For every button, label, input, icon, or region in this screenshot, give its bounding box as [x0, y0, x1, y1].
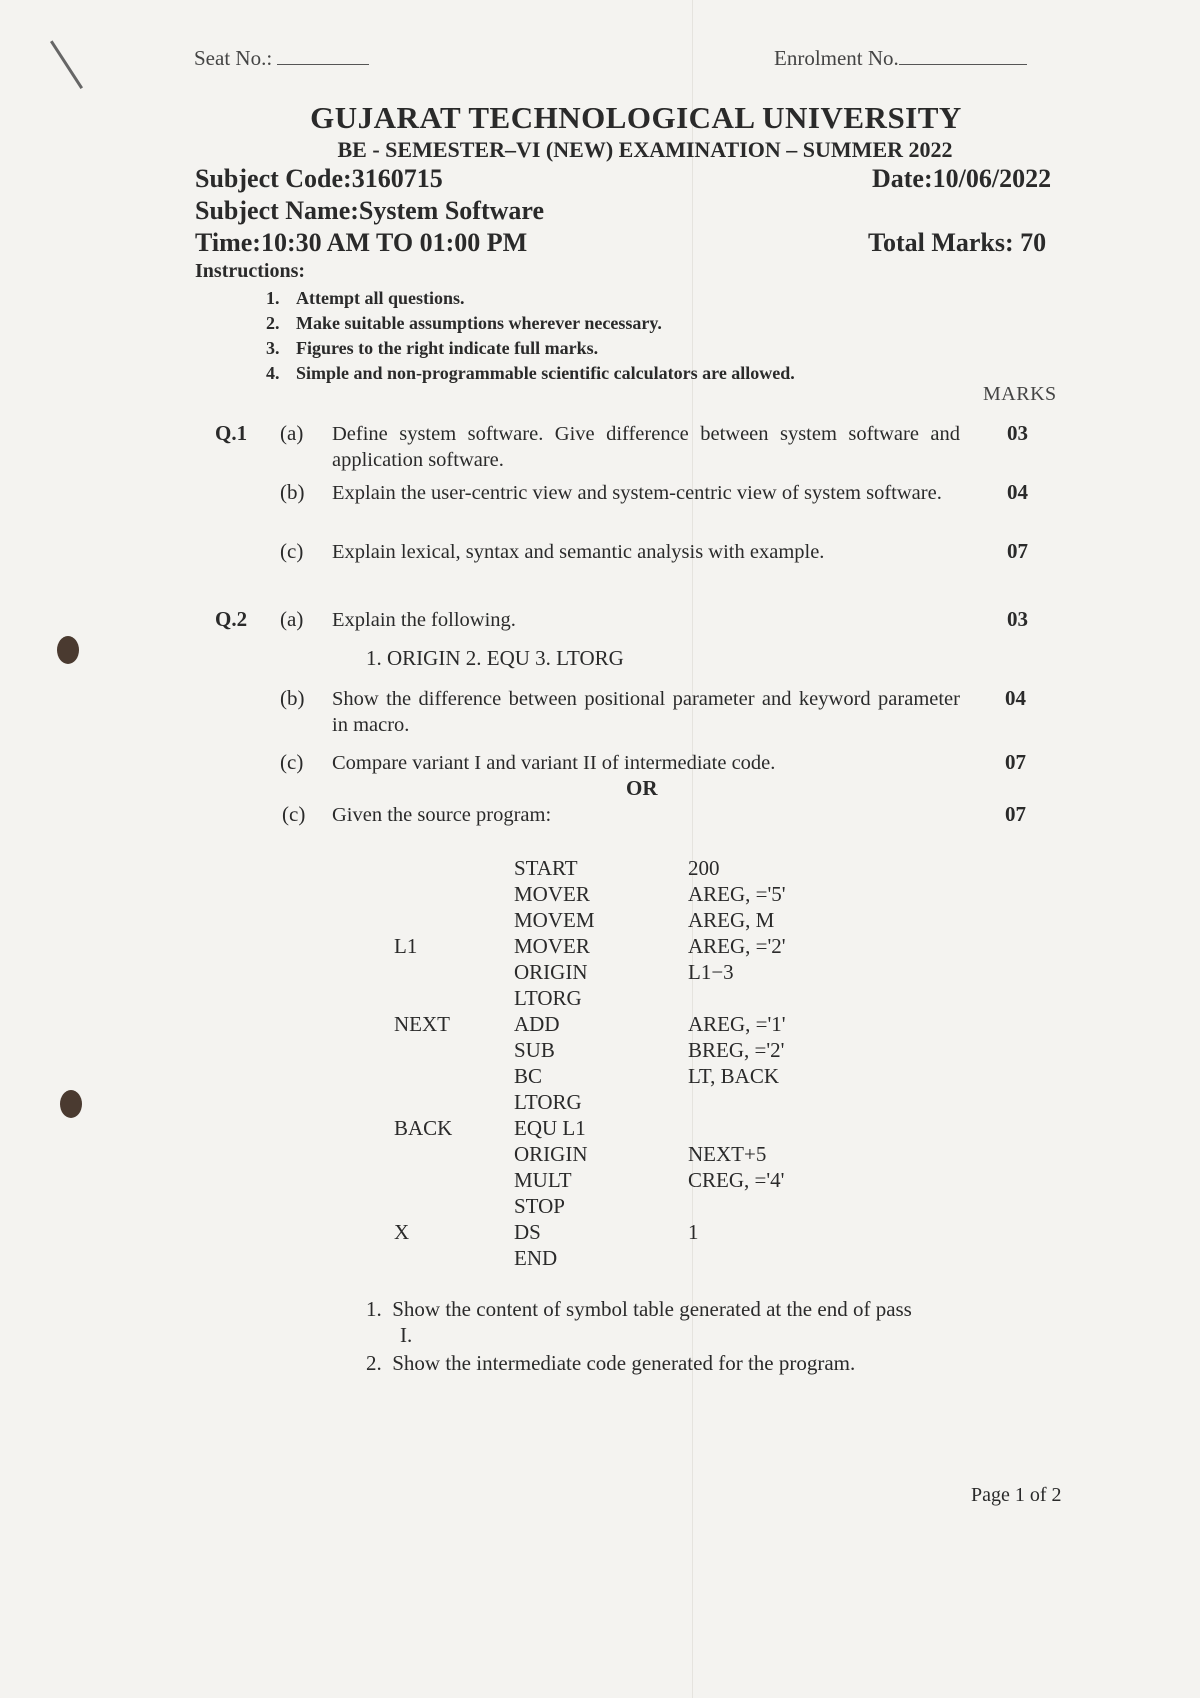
- program-opcode: EQU L1: [514, 1116, 586, 1140]
- enrolment-no-label: Enrolment No.: [774, 46, 899, 70]
- program-operand: NEXT+5: [688, 1142, 767, 1166]
- seat-no-label: Seat No.:: [194, 46, 273, 70]
- q2-label: Q.2: [215, 607, 248, 631]
- q1a-marks: 03: [1007, 421, 1028, 445]
- task-item: 2. Show the intermediate code generated for the program.: [366, 1351, 856, 1375]
- enrolment-no: [774, 46, 1027, 71]
- program-operand: AREG, ='1': [688, 1012, 786, 1036]
- q2a-marks: 03: [1007, 607, 1028, 631]
- program-opcode: MULT: [514, 1168, 572, 1192]
- q2c-alt-marks: 07: [1005, 802, 1026, 826]
- page-number: Page 1 of 2: [971, 1484, 1062, 1506]
- q2c-alt-text: Given the source program:: [332, 804, 552, 826]
- program-operand: CREG, ='4': [688, 1168, 785, 1192]
- instructions-title: Instructions:: [195, 260, 306, 282]
- q2b-text: Show the difference between positional parameter and keyword parameter in macro.: [332, 688, 960, 736]
- instruction-item: 1. Attempt all questions.: [266, 288, 465, 308]
- program-opcode: ADD: [514, 1012, 560, 1036]
- q1b-text: Explain the user-centric view and system-centric view of system software.: [332, 482, 942, 504]
- total-marks: Total Marks: 70: [868, 228, 1047, 257]
- program-operand: AREG, ='2': [688, 934, 786, 958]
- program-label: L1: [394, 934, 418, 958]
- punch-hole-bottom: [60, 1090, 82, 1118]
- q2c-label: (c): [280, 750, 304, 774]
- program-label: NEXT: [394, 1012, 450, 1036]
- seat-no-blank: [277, 46, 369, 65]
- program-opcode: MOVEM: [514, 908, 595, 932]
- marks-column-header: MARKS: [983, 383, 1057, 405]
- program-opcode: SUB: [514, 1038, 555, 1062]
- instruction-item: 2. Make suitable assumptions wherever necessary.: [266, 313, 662, 333]
- q1c-text: Explain lexical, syntax and semantic analysis with example.: [332, 541, 825, 563]
- paper-fold-line: [692, 0, 693, 1698]
- seat-no: [194, 46, 369, 71]
- subject-code: Subject Code:3160715: [195, 164, 443, 193]
- q2a-list: 1. ORIGIN 2. EQU 3. LTORG: [366, 646, 624, 670]
- exam-title: BE - SEMESTER–VI (NEW) EXAMINATION – SUMMER 2022: [337, 137, 953, 162]
- program-opcode: MOVER: [514, 934, 590, 958]
- instruction-item: 4. Simple and non-programmable scientific calculators are allowed.: [266, 363, 795, 383]
- program-operand: LT, BACK: [688, 1064, 780, 1088]
- program-opcode: END: [514, 1246, 558, 1270]
- q1b-label: (b): [280, 480, 305, 504]
- program-operand: 1: [688, 1220, 699, 1244]
- task-item: 1. Show the content of symbol table generated at the end of pass: [366, 1297, 912, 1321]
- enrolment-no-blank: [899, 46, 1027, 65]
- q1c-label: (c): [280, 539, 304, 563]
- program-opcode: LTORG: [514, 1090, 582, 1114]
- program-operand: L1−3: [688, 960, 734, 984]
- q2b-label: (b): [280, 686, 305, 710]
- university-title: GUJARAT TECHNOLOGICAL UNIVERSITY: [310, 100, 962, 135]
- pen-mark: [50, 40, 83, 89]
- q2c-alt-label: (c): [282, 802, 306, 826]
- program-opcode: STOP: [514, 1194, 565, 1218]
- q2a-text: Explain the following.: [332, 609, 516, 631]
- instruction-item: 3. Figures to the right indicate full marks.: [266, 338, 599, 358]
- program-opcode: BC: [514, 1064, 543, 1088]
- program-operand: AREG, M: [688, 908, 775, 932]
- q2b-marks: 04: [1005, 686, 1026, 710]
- q2c-marks: 07: [1005, 750, 1026, 774]
- q1b-marks: 04: [1007, 480, 1028, 504]
- program-opcode: ORIGIN: [514, 1142, 588, 1166]
- program-label: BACK: [394, 1116, 453, 1140]
- program-opcode: START: [514, 856, 578, 880]
- subject-name: Subject Name:System Software: [195, 196, 545, 225]
- q1-label: Q.1: [215, 421, 248, 445]
- punch-hole-top: [57, 636, 79, 664]
- program-opcode: MOVER: [514, 882, 590, 906]
- exam-date: Date:10/06/2022: [872, 164, 1052, 193]
- q1a-label: (a): [280, 421, 304, 445]
- or-separator: OR: [626, 776, 658, 800]
- exam-time: Time:10:30 AM TO 01:00 PM: [195, 228, 528, 257]
- program-opcode: DS: [514, 1220, 541, 1244]
- q2a-label: (a): [280, 607, 304, 631]
- program-operand: AREG, ='5': [688, 882, 786, 906]
- q1c-marks: 07: [1007, 539, 1028, 563]
- q1a-text: Define system software. Give difference between system software and application software.: [332, 423, 960, 471]
- q2c-text: Compare variant I and variant II of intermediate code.: [332, 752, 776, 774]
- program-opcode: LTORG: [514, 986, 582, 1010]
- program-opcode: ORIGIN: [514, 960, 588, 984]
- program-operand: BREG, ='2': [688, 1038, 785, 1062]
- program-label: X: [394, 1220, 410, 1244]
- program-operand: 200: [688, 856, 720, 880]
- task-item-continued: I.: [400, 1323, 413, 1347]
